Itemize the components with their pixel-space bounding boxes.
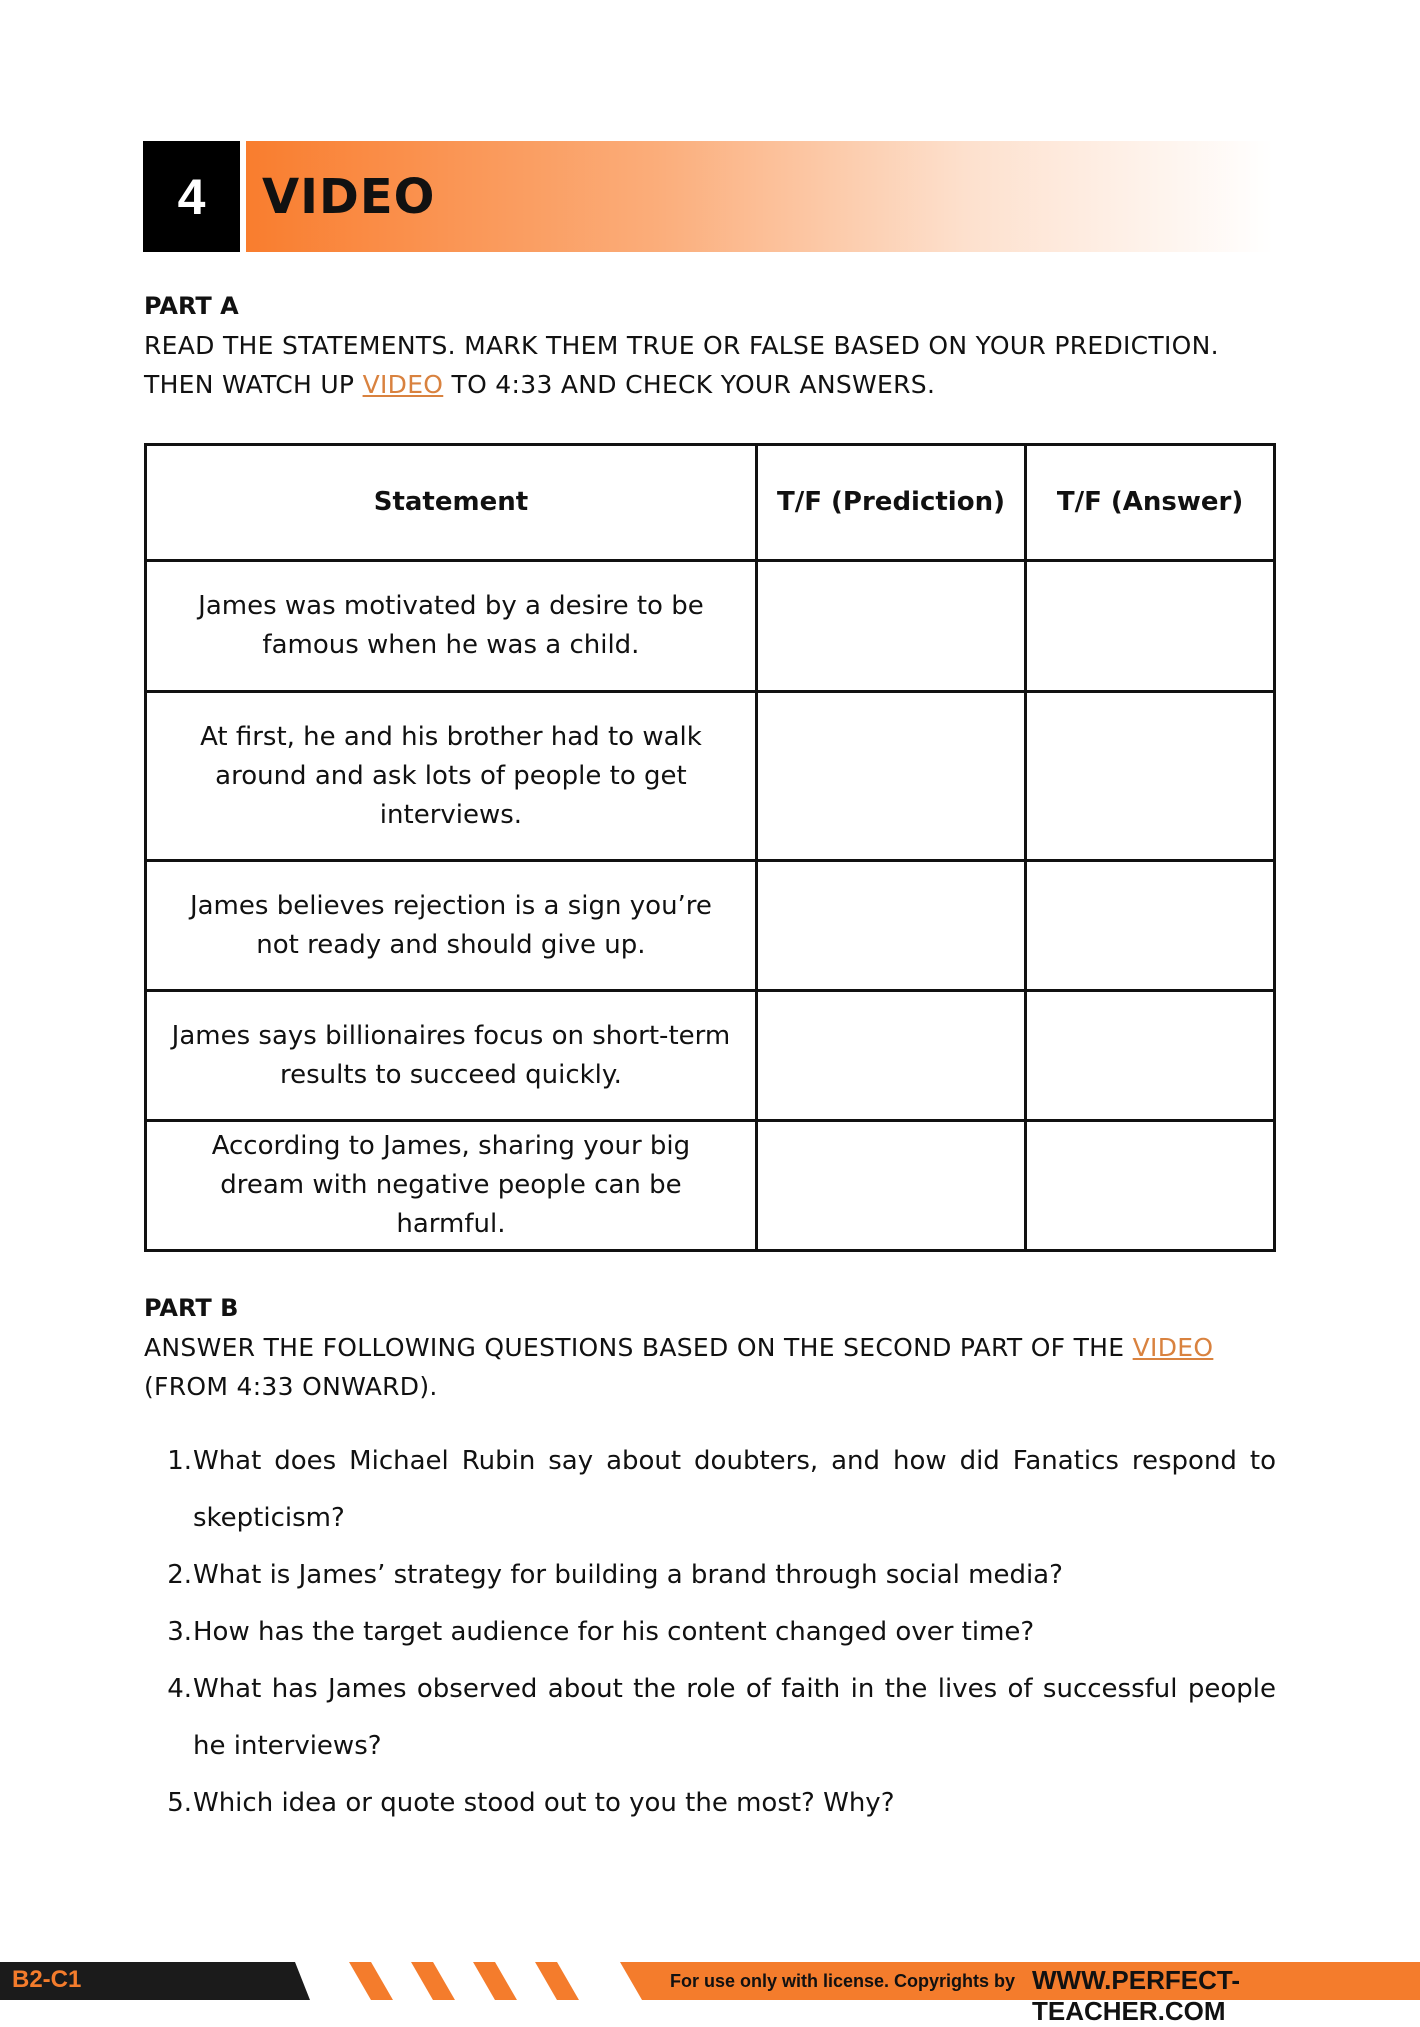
part-a-instructions [144, 326, 1219, 404]
answer-cell[interactable] [1026, 1121, 1275, 1251]
website-link[interactable]: WWW.PERFECT-TEACHER.COM [1032, 1965, 1240, 2026]
question-number: 4. [167, 1674, 192, 1704]
table-row [146, 561, 1275, 692]
part-b-line-2: (FROM 4:33 ONWARD). [144, 1372, 438, 1401]
table-row [146, 991, 1275, 1121]
part-a-line-2 [144, 365, 1219, 404]
header-prediction: T/F (Prediction) [756, 445, 1025, 561]
table-header-row [146, 445, 1275, 561]
section-number: 4 [143, 141, 240, 252]
header-answer: T/F (Answer) [1026, 445, 1275, 561]
part-b-line-1-text: ANSWER THE FOLLOWING QUESTIONS BASED ON THE SECOND PART OF THE [144, 1333, 1133, 1362]
question-text: What is James’ strategy for building a brand through social media? [193, 1560, 1063, 1590]
level-badge: B2-C1 [12, 1966, 82, 1993]
part-b-heading: PART B [144, 1294, 239, 1322]
answer-cell[interactable] [1026, 561, 1275, 692]
footer-stripe [473, 1962, 517, 2000]
question-text: What has James observed about the role of faith in the lives of successful people he interviews? [193, 1674, 1276, 1761]
question-item [144, 1433, 1276, 1547]
question-text: Which idea or quote stood out to you the most? Why? [193, 1788, 895, 1818]
question-number: 5. [167, 1788, 192, 1818]
section-title: VIDEO [262, 168, 436, 225]
statement-cell: According to James, sharing your big dream with negative people can be harmful. [146, 1121, 757, 1251]
part-a-line-1: READ THE STATEMENTS. MARK THEM TRUE OR FALSE BASED ON YOUR PREDICTION. [144, 331, 1219, 360]
question-number: 1. [167, 1446, 192, 1476]
video-link[interactable]: VIDEO [1132, 1333, 1214, 1362]
footer-stripe [411, 1962, 455, 2000]
question-item [144, 1547, 1276, 1604]
statement-cell: James says billionaires focus on short-term results to succeed quickly. [146, 991, 757, 1121]
question-item [144, 1661, 1276, 1775]
section-banner [143, 141, 1273, 252]
part-b-instructions [144, 1328, 1213, 1406]
header-statement: Statement [146, 445, 757, 561]
question-number: 3. [167, 1617, 192, 1647]
statement-cell: At first, he and his brother had to walk around and ask lots of people to get interviews. [146, 692, 757, 861]
questions-list [144, 1433, 1276, 1832]
footer-stripe [535, 1962, 579, 2000]
footer-stripe [349, 1962, 393, 2000]
table-row [146, 1121, 1275, 1251]
question-text: What does Michael Rubin say about doubters, and how did Fanatics respond to skepticism? [193, 1446, 1276, 1533]
table-row [146, 861, 1275, 991]
prediction-cell[interactable] [756, 861, 1025, 991]
statement-cell: James was motivated by a desire to be famous when he was a child. [146, 561, 757, 692]
page-footer [0, 1962, 1414, 2026]
part-a-heading: PART A [144, 292, 239, 320]
prediction-cell[interactable] [756, 692, 1025, 861]
video-link[interactable]: VIDEO [362, 370, 444, 399]
question-number: 2. [167, 1560, 192, 1590]
answer-cell[interactable] [1026, 991, 1275, 1121]
part-a-line-2-end: TO 4:33 AND CHECK YOUR ANSWERS. [443, 370, 936, 399]
question-item [144, 1775, 1276, 1832]
prediction-cell[interactable] [756, 1121, 1025, 1251]
question-item [144, 1604, 1276, 1661]
section-title-bar [246, 141, 1273, 252]
prediction-cell[interactable] [756, 561, 1025, 692]
part-a-line-2-start: THEN WATCH UP [144, 370, 363, 399]
prediction-cell[interactable] [756, 991, 1025, 1121]
part-b-line-1 [144, 1328, 1213, 1367]
statement-cell: James believes rejection is a sign you’re not ready and should give up. [146, 861, 757, 991]
table-row [146, 692, 1275, 861]
license-text: For use only with license. Copyrights by [670, 1971, 1016, 1991]
question-text: How has the target audience for his content changed over time? [193, 1617, 1035, 1647]
statements-table [144, 443, 1276, 1252]
answer-cell[interactable] [1026, 861, 1275, 991]
answer-cell[interactable] [1026, 692, 1275, 861]
